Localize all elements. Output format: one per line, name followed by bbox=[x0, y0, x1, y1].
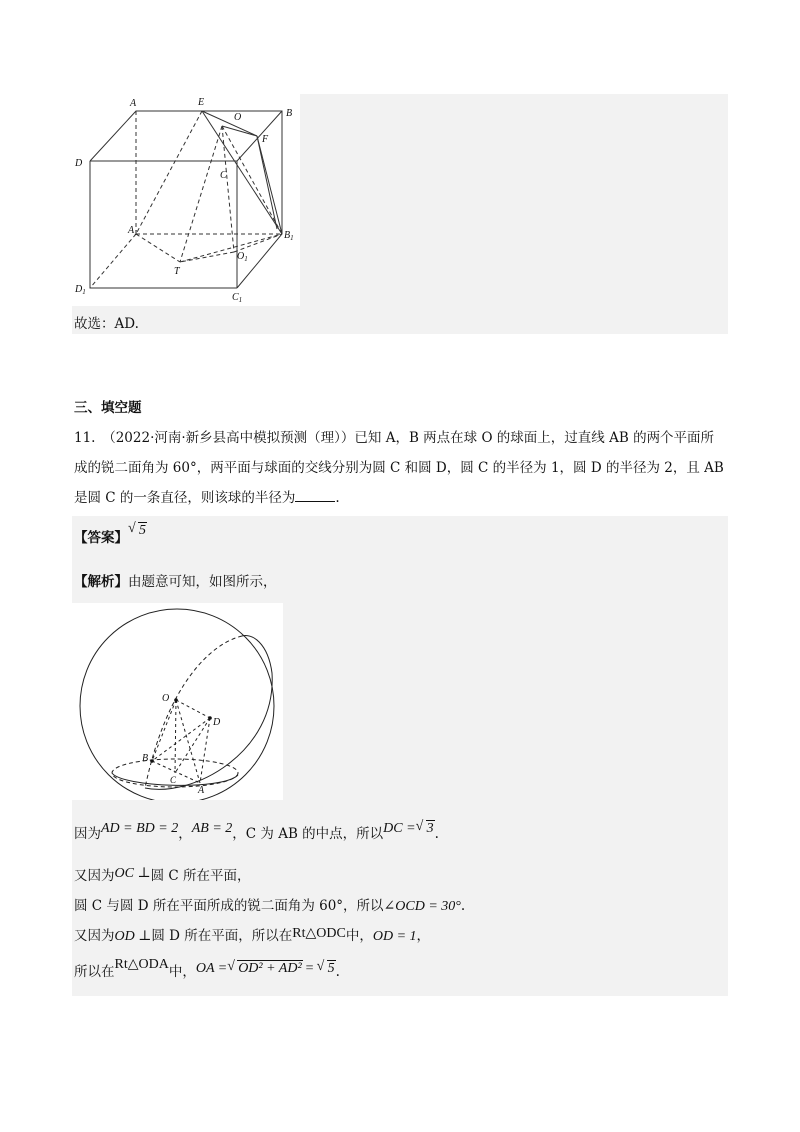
label-O: O bbox=[234, 112, 242, 123]
analysis-text: 由题意可知，如图所示， bbox=[128, 574, 277, 590]
answer-row bbox=[74, 523, 147, 549]
label-C: C bbox=[170, 775, 177, 785]
sol-l1-math1: AD = BD = 2 bbox=[101, 821, 179, 836]
answer-radicand: 5 bbox=[139, 523, 146, 538]
q11-line1: 11. （2022·河南·新乡县高中模拟预测（理））已知 A，B 两点在球 O 的球面上，过直线 AB 的两个平面所 bbox=[74, 430, 715, 446]
sol-l5-text1: 所以在 bbox=[74, 964, 115, 980]
solution-line-5 bbox=[74, 957, 340, 983]
sol-l2-text1: 又因为 bbox=[74, 868, 115, 884]
sol-l5-math1: Rt△ODA bbox=[114, 957, 169, 972]
sol-l4-math2: Rt△ODC bbox=[292, 926, 346, 941]
sol-l5-end: . bbox=[335, 964, 340, 980]
q11-line3-text: 是圆 C 的一条直径，则该球的半径为 bbox=[74, 490, 296, 506]
label-D1: $D_1$ bbox=[75, 284, 86, 296]
sol-l1-comma: ， bbox=[178, 826, 192, 842]
sol-l4-text1: 又因为 bbox=[74, 928, 115, 944]
solution-line-4 bbox=[74, 926, 430, 947]
sol-l1-math3: DC = bbox=[383, 821, 416, 836]
answer-label: 【答案】 bbox=[74, 530, 128, 546]
answer-sqrt bbox=[128, 521, 147, 541]
cube-diagram bbox=[72, 94, 300, 306]
label-B: B bbox=[286, 108, 293, 119]
sphere-diagram bbox=[72, 603, 283, 800]
section-title: 三、填空题 bbox=[74, 400, 142, 416]
label-C1: $C_1$ bbox=[232, 292, 243, 304]
sol-l5-eq: = bbox=[305, 961, 314, 976]
point-D bbox=[208, 716, 212, 720]
sol-l4-math1: OD ⊥ bbox=[114, 929, 152, 944]
sol-l5-radicand2: 5 bbox=[327, 961, 335, 976]
label-E: E bbox=[198, 97, 205, 108]
sol-l5-math2: OA = bbox=[195, 961, 228, 976]
sol-l3-math: ∠OCD = 30° bbox=[383, 899, 461, 914]
sol-l1-radicand: 3 bbox=[426, 821, 434, 836]
sol-l5-sqrt1 bbox=[227, 959, 302, 979]
sol-l5-sqrt2 bbox=[317, 959, 336, 979]
figure-sphere bbox=[72, 603, 283, 800]
analysis-row bbox=[74, 572, 277, 592]
sol-l4-end: ， bbox=[416, 928, 431, 944]
label-C: C bbox=[220, 170, 227, 181]
sol-l2-text2: 圆 C 所在平面， bbox=[150, 868, 251, 884]
solution-line-1 bbox=[74, 821, 439, 845]
sol-l4-math3: OD = 1 bbox=[372, 929, 417, 944]
sol-l4-text2: 圆 D 所在平面，所以在 bbox=[151, 928, 293, 944]
label-O1: $O_1$ bbox=[237, 251, 248, 263]
sol-l1-text1: 因为 bbox=[74, 826, 101, 842]
label-A: A bbox=[198, 785, 205, 796]
q11-line2: 成的锐二面角为 60°，两平面与球面的交线分别为圆 C 和圆 D，圆 C 的半径为 1，圆 D 的半径为 2，且 AB bbox=[74, 460, 724, 476]
label-A1: $A_1$ bbox=[128, 225, 138, 237]
label-D: D bbox=[75, 158, 83, 169]
sol-l5-text2: 中， bbox=[168, 964, 196, 980]
sol-l1-math2: AB = 2 bbox=[191, 821, 233, 836]
q11-line3-end: . bbox=[335, 490, 340, 506]
sol-l2-math: OC ⊥ bbox=[114, 866, 151, 881]
sol-l5-radicand1: OD² + AD² bbox=[238, 961, 302, 976]
figure-cube bbox=[72, 94, 300, 306]
solution-line-3 bbox=[74, 896, 465, 917]
q10-conclusion: 故选：AD. bbox=[74, 316, 139, 332]
solution-line-2 bbox=[74, 866, 251, 887]
sol-l3-text1: 圆 C 与圆 D 所在平面所成的锐二面角为 60°，所以 bbox=[74, 898, 384, 914]
sol-l1-end: . bbox=[434, 826, 439, 842]
label-D: D bbox=[213, 717, 221, 728]
label-B: B bbox=[142, 753, 149, 764]
sol-l1-sqrt bbox=[416, 819, 435, 839]
label-B1: $B_1$ bbox=[284, 230, 294, 242]
label-O: O bbox=[162, 693, 170, 704]
point-B bbox=[150, 759, 154, 763]
label-T: T bbox=[174, 266, 180, 277]
label-F: F bbox=[262, 134, 269, 145]
sol-l4-text3: 中， bbox=[345, 928, 373, 944]
label-A: A bbox=[130, 98, 137, 109]
analysis-label: 【解析】 bbox=[74, 574, 128, 590]
q11-line3 bbox=[74, 488, 340, 508]
answer-blank bbox=[295, 489, 335, 502]
sol-l3-end: . bbox=[460, 898, 466, 914]
point-O bbox=[174, 698, 178, 702]
sol-l1-text2: ，C 为 AB 的中点，所以 bbox=[232, 826, 384, 842]
